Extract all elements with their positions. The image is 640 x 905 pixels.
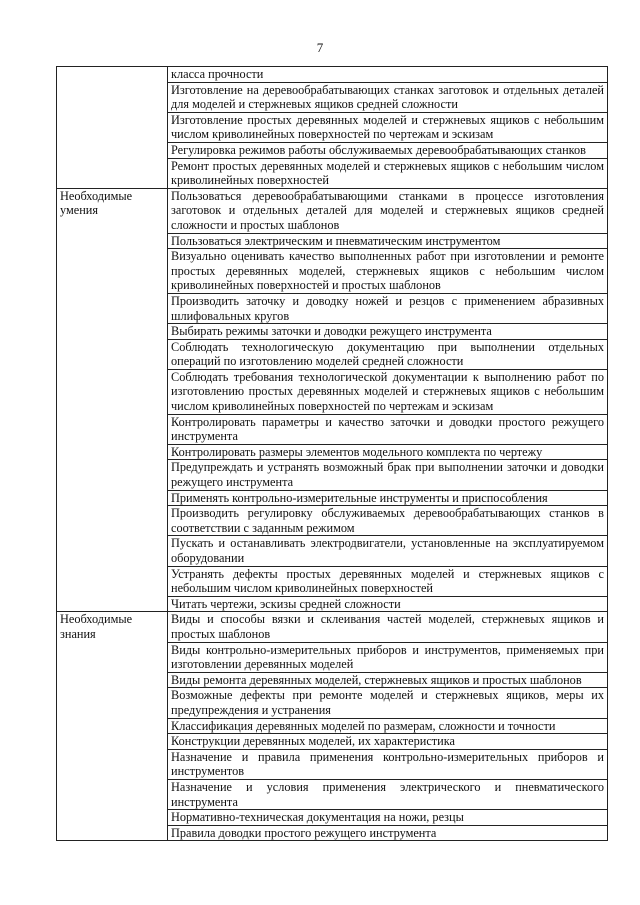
page-number: 7 bbox=[316, 40, 324, 55]
requirement-text: Конструкции деревянных моделей, их характеристика bbox=[168, 734, 608, 750]
requirement-text: Читать чертежи, эскизы средней сложности bbox=[168, 596, 608, 612]
requirement-text: Виды контрольно-измерительных приборов и инструментов, применяемых при изготовлении деревянных моделей bbox=[168, 642, 608, 672]
requirement-text: Назначение и правила применения контрольно-измерительных приборов и инструментов bbox=[168, 749, 608, 779]
section-label: Необходимые умения bbox=[57, 188, 168, 612]
requirement-text: Виды и способы вязки и склеивания частей моделей, стержневых ящиков и простых шаблонов bbox=[168, 612, 608, 642]
requirement-text: Пользоваться деревообрабатывающими станками в процессе изготовления заготовок и отдельных деталей для моделей и стержневых ящиков средней сложности и простых шаблонов bbox=[168, 188, 608, 233]
requirement-text: Нормативно-техническая документация на ножи, резцы bbox=[168, 810, 608, 826]
requirement-text: Пользоваться электрическим и пневматическим инструментом bbox=[168, 233, 608, 249]
requirement-text: Изготовление простых деревянных моделей и стержневых ящиков с небольшим числом криволинейных поверхностей по чертежам и эскизам bbox=[168, 112, 608, 142]
requirement-text: Назначение и условия применения электрического и пневматического инструмента bbox=[168, 779, 608, 809]
requirement-text: Изготовление на деревообрабатывающих станках заготовок и отдельных деталей для моделей и стержневых ящиков средней сложности bbox=[168, 82, 608, 112]
requirement-text: Классификация деревянных моделей по размерам, сложности и точности bbox=[168, 718, 608, 734]
requirement-text: Устранять дефекты простых деревянных моделей и стержневых ящиков с небольшим числом криволинейных поверхностей bbox=[168, 566, 608, 596]
skills-row bbox=[57, 188, 608, 233]
requirement-text: Визуально оценивать качество выполненных работ при изготовлении и ремонте простых деревянных моделей, стержневых ящиков с небольшим числом криволинейных поверхностей и простых шаблонов bbox=[168, 249, 608, 294]
requirements-table bbox=[56, 66, 608, 841]
requirement-text: Контролировать размеры элементов модельного комплекта по чертежу bbox=[168, 444, 608, 460]
requirement-text: Соблюдать технологическую документацию при выполнении отдельных операций по изготовлению моделей средней сложности bbox=[168, 339, 608, 369]
requirement-text: Правила доводки простого режущего инструмента bbox=[168, 825, 608, 841]
requirement-text: Соблюдать требования технологической документации к выполнению работ по изготовлению простых деревянных моделей и стержневых ящиков с небольшим числом криволинейных поверхностей по чертежам и эскизам bbox=[168, 369, 608, 414]
section-label: Необходимые знания bbox=[57, 612, 168, 841]
table-row bbox=[57, 67, 608, 83]
requirement-text: Возможные дефекты при ремонте моделей и стержневых ящиков, меры их предупреждения и устранения bbox=[168, 688, 608, 718]
requirement-text: Применять контрольно-измерительные инструменты и приспособления bbox=[168, 490, 608, 506]
requirements-table-body bbox=[57, 67, 608, 841]
section-label-empty bbox=[57, 67, 168, 189]
requirement-text: Производить заточку и доводку ножей и резцов с применением абразивных шлифовальных кругов bbox=[168, 293, 608, 323]
requirement-text: Контролировать параметры и качество заточки и доводки простого режущего инструмента bbox=[168, 414, 608, 444]
knowledge-row bbox=[57, 612, 608, 642]
requirement-text: Предупреждать и устранять возможный брак при выполнении заточки и доводки режущего инструмента bbox=[168, 460, 608, 490]
requirement-text: Ремонт простых деревянных моделей и стержневых ящиков с небольшим числом криволинейных поверхностей bbox=[168, 158, 608, 188]
requirement-text: Производить регулировку обслуживаемых деревообрабатывающих станков в соответствии с заданным режимом bbox=[168, 506, 608, 536]
requirement-text: Выбирать режимы заточки и доводки режущего инструмента bbox=[168, 324, 608, 340]
requirement-text: Регулировка режимов работы обслуживаемых деревообрабатывающих станков bbox=[168, 142, 608, 158]
requirement-text: Виды ремонта деревянных моделей, стержневых ящиков и простых шаблонов bbox=[168, 672, 608, 688]
requirement-text: класса прочности bbox=[168, 67, 608, 83]
requirement-text: Пускать и останавливать электродвигатели, установленные на эксплуатируемом оборудовании bbox=[168, 536, 608, 566]
